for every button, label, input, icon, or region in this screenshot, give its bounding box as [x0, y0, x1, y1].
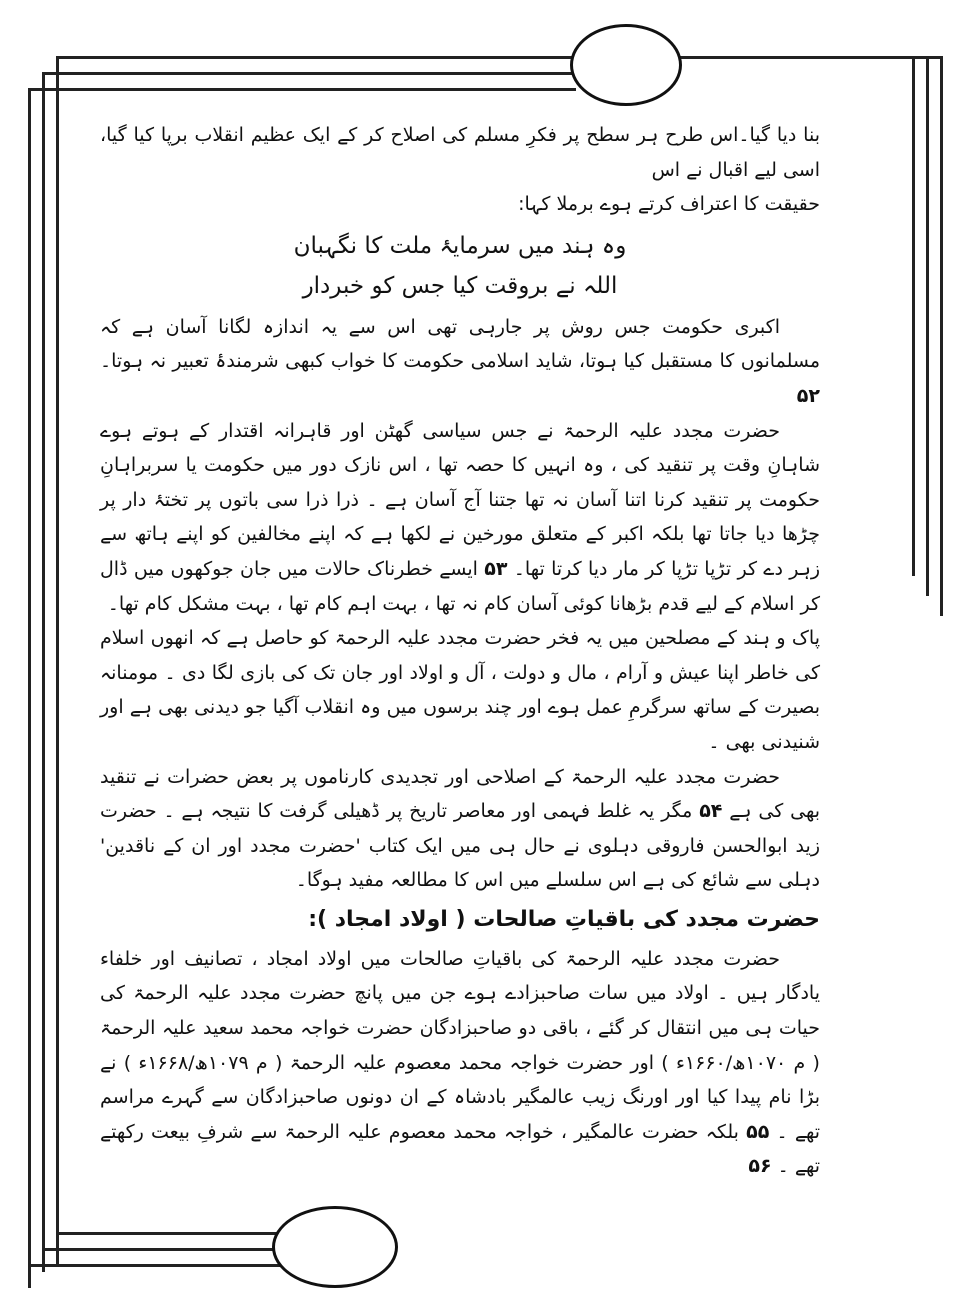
- frame-line-outer: [28, 88, 31, 1288]
- footnote-marker-54: ۵۴: [699, 800, 723, 823]
- paragraph-critics-text: حضرت مجدد علیہ الرحمۃ کے اصلاحی اور تجدیدی کارناموں پر بعض حضرات نے تنقید بھی کی ہے: [100, 765, 820, 823]
- footnote-marker-53: ۵۳: [484, 557, 508, 580]
- footnote-marker-55: ۵۵: [746, 1120, 770, 1143]
- couplet-verse-2: اللہ نے بروقت کیا جس کو خبردار: [302, 272, 618, 299]
- couplet-verse-1: وہ ہند میں سرمایۂ ملت کا نگہبان: [293, 232, 627, 259]
- frame-line-bottom-3: [28, 1264, 286, 1267]
- paragraph-legacy-text: حضرت مجدد علیہ الرحمۃ کی باقیاتِ صالحات میں اولاد امجاد ، تصانیف اور خلفاء یادگار ہیں ۔ اولاد میں سات صاحبزادے ہوے جن میں پانچ حضرت مجدد علیہ الرحمۃ کی حیات ہی میں انتقال کر گئے ، باقی دو صاحبزادگان حضرت خواجہ محمد سعید علیہ الرحمۃ ( م ۱۰۷۰ھ/۱۶۶۰ء ) اور حضرت خواجہ محمد معصوم علیہ الرحمۃ ( م ۱۰۷۹ھ/۱۶۶۸ء ) نے بڑا نام پیدا کیا اور اورنگ زیب عالمگیر بادشاہ کے ان دونوں صاحبزادگان سے گہرے مراسم تھے ۔: [100, 947, 821, 1143]
- paragraph-critics: [100, 760, 820, 898]
- frame-line-right-top: [912, 56, 915, 576]
- intro-line-2: حقیقت کا اعتراف کرتے ہوے برملا کہا:: [518, 193, 820, 216]
- frame-line-top: [56, 56, 576, 59]
- paragraph-criticism: [100, 414, 820, 622]
- section-heading: حضرت مجدد کی باقیاتِ صالحات ( اولاد امجاد ):: [308, 906, 820, 932]
- frame-line-right-top-3: [940, 56, 943, 616]
- frame-line-top-3: [28, 88, 576, 91]
- paragraph-akbari-text: اکبری حکومت جس روش پر جارہی تھی اس سے یہ اندازہ لگانا آسان ہے کہ مسلمانوں کا مستقبل کیا ہوتا، شاید اسلامی حکومت کا خواب کبھی شرمندۂ تعبیر نہ ہوتا۔: [100, 315, 820, 373]
- paragraph-akbari: [100, 310, 820, 414]
- page-body: [100, 118, 820, 1184]
- paragraph-reformers: پاک و ہند کے مصلحین میں یہ فخر حضرت مجدد علیہ الرحمۃ کو حاصل ہے کہ انھوں اسلام کی خاطر اپنا عیش و آرام ، مال و دولت ، آل و اولاد اور جان تک کی بازی لگا دی ۔ مومنانہ بصیرت کے ساتھ سرگرمِ عمل ہوے اور چند برسوں میں وہ انقلاب آگیا جو دیدنی بھی ہے اور شنیدنی بھی ۔: [100, 627, 820, 753]
- paragraph-legacy-text-after: بلکہ حضرت عالمگیر ، خواجہ محمد معصوم علیہ الرحمۃ سے شرفِ بیعت رکھتے تھے ۔: [100, 1120, 820, 1178]
- poetry-couplet: [100, 226, 820, 306]
- frame-line-middle: [42, 72, 45, 1272]
- frame-line-right-top-2: [926, 56, 929, 596]
- frame-line-top-2: [42, 72, 576, 75]
- bottom-oval-ornament: [272, 1206, 398, 1288]
- footnote-marker-52: ۵۲: [796, 384, 820, 407]
- frame-line-bottom-2: [42, 1248, 286, 1251]
- paragraph-legacy: [100, 942, 820, 1184]
- frame-line-bottom: [56, 1232, 286, 1235]
- footnote-marker-56: ۵۶: [748, 1155, 772, 1178]
- frame-line-right-top-join: [676, 56, 943, 59]
- paragraph-criticism-text: حضرت مجدد علیہ الرحمۃ نے جس سیاسی گھٹن اور قاہرانہ اقتدار کے ہوتے ہوے شاہانِ وقت پر تنقید کی ، وہ انہیں کا حصہ تھا ، اس نازک دور میں حکومت یا سربراہانِ حکومت پر تنقید کرنا اتنا آسان نہ تھا جتنا آج آسان ہے ۔ ذرا ذرا سی باتوں پر تختۂ دار پر چڑھا دیا جاتا تھا بلکہ اکبر کے متعلق مورخین نے لکھا ہے کہ اپنے مخالفین کو اپنے ہاتھ سے زہر دے کر تڑپا تڑپا کر مار دیا کرتا تھا۔: [100, 419, 821, 580]
- paragraph-criticism-text-after: ایسے خطرناک حالات میں جان جوکھوں میں ڈال کر اسلام کے لیے قدم بڑھانا کوئی آسان کام نہ تھا ، بہت اہم کام تھا ، بہت مشکل کام تھا۔: [100, 557, 820, 615]
- top-oval-ornament: [570, 24, 682, 106]
- intro-line-1: بنا دیا گیا۔اس طرح ہر سطح پر فکرِ مسلم کی اصلاح کر کے ایک عظیم انقلاب برپا کیا گیا، اسی لیے اقبال نے اس: [100, 124, 820, 181]
- frame-line-inner: [56, 56, 59, 1266]
- paragraph-critics-text-after: مگر یہ غلط فہمی اور معاصر تاریخ پر ڈھیلی گرفت کا نتیجہ ہے ۔ حضرت زید ابوالحسن فاروقی دہلوی نے حال ہی میں ایک کتاب 'حضرت مجدد اور ان کے ناقدین' دہلی سے شائع کی ہے اس سلسلے میں اس کا مطالعہ مفید ہوگا۔: [100, 800, 820, 892]
